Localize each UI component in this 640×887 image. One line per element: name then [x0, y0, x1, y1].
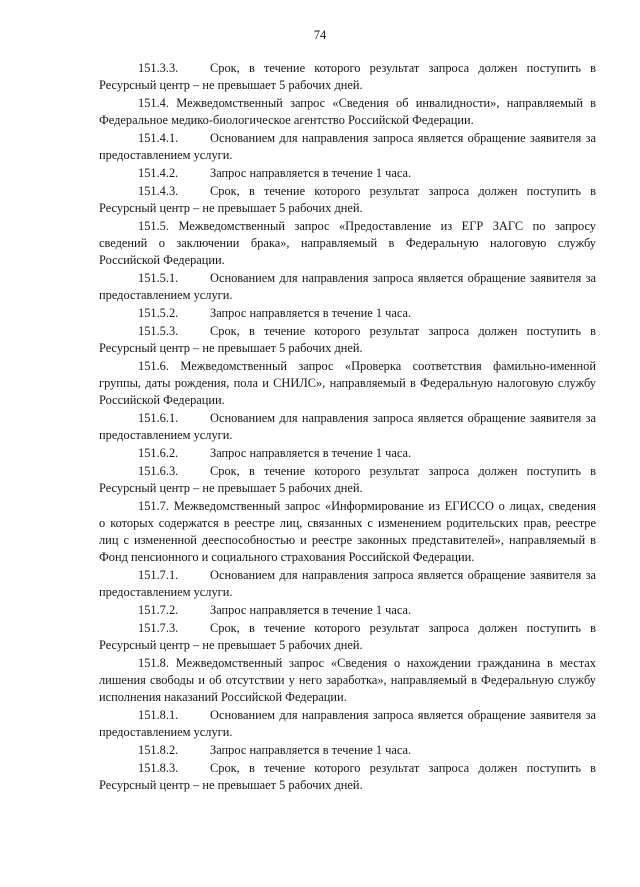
clause-number: 151.4.3.	[138, 184, 179, 198]
clause-line	[99, 602, 596, 619]
clause-text: Основанием для направления запроса является обращение заявителя за	[210, 131, 596, 145]
clause-line	[99, 760, 596, 777]
clause-line	[99, 445, 596, 462]
clause-text: Запрос направляется в течение 1 часа.	[210, 603, 412, 617]
clause-text: Межведомственный запрос «Сведения об инвалидности», направляемый в	[176, 96, 596, 110]
clause-number: 151.6.	[138, 359, 169, 373]
clause-151-7	[99, 498, 596, 566]
clause-number: 151.8.	[138, 656, 169, 670]
clause-text: Ресурсный центр – не превышает 5 рабочих дней.	[99, 78, 363, 92]
clause-text: группы, даты рождения, пола и СНИЛС», направляемый в Федеральную налоговую службу	[99, 376, 596, 390]
clause-line	[99, 147, 596, 164]
page-number: 74	[313, 28, 327, 42]
clause-line	[99, 655, 596, 672]
clause-text: Межведомственный запрос «Информирование из ЕГИССО о лицах, сведения	[173, 499, 596, 513]
clause-line	[99, 498, 596, 515]
clause-line	[99, 584, 596, 601]
clause-text: Федеральное медико-биологическое агентство Российской Федерации.	[99, 113, 474, 127]
clause-line	[99, 165, 596, 182]
clause-text: Ресурсный центр – не превышает 5 рабочих дней.	[99, 201, 363, 215]
clause-text: о которых содержатся в реестре лиц, связанных с изменением родительских прав, реестре	[99, 516, 596, 530]
clause-line	[99, 200, 596, 217]
clause-text: Фонд пенсионного и социального страхования Российской Федерации.	[99, 550, 475, 564]
clause-line	[99, 130, 596, 147]
clause-number: 151.7.1.	[138, 568, 179, 582]
clause-line	[99, 340, 596, 357]
clause-line	[99, 235, 596, 252]
clause-text: предоставлением услуги.	[99, 428, 233, 442]
clause-number: 151.5.	[138, 219, 169, 233]
clause-text: Межведомственный запрос «Сведения о нахождении гражданина в местах	[175, 656, 596, 670]
clause-number: 151.6.2.	[138, 446, 179, 460]
clause-text: Ресурсный центр – не превышает 5 рабочих дней.	[99, 638, 363, 652]
clause-number: 151.7.2.	[138, 603, 179, 617]
clause-number: 151.5.1.	[138, 271, 179, 285]
clause-line	[99, 515, 596, 532]
clause-151-5-1	[99, 270, 596, 304]
clause-text: Запрос направляется в течение 1 часа.	[210, 743, 412, 757]
clause-text: Запрос направляется в течение 1 часа.	[210, 306, 412, 320]
clause-number: 151.5.2.	[138, 306, 179, 320]
clause-line	[99, 95, 596, 112]
clause-line	[99, 112, 596, 129]
clause-line	[99, 252, 596, 269]
clause-line	[99, 77, 596, 94]
clause-text: Ресурсный центр – не превышает 5 рабочих дней.	[99, 481, 363, 495]
clause-151-6-2	[99, 445, 596, 462]
clause-151-8-1	[99, 707, 596, 741]
clause-text: Срок, в течение которого результат запроса должен поступить в	[210, 184, 596, 198]
clause-line	[99, 567, 596, 584]
clause-151-3-3	[99, 60, 596, 94]
clause-number: 151.8.3.	[138, 761, 179, 775]
clause-text: Срок, в течение которого результат запроса должен поступить в	[210, 324, 596, 338]
clause-text: Срок, в течение которого результат запроса должен поступить в	[210, 761, 596, 775]
clause-line	[99, 742, 596, 759]
clause-line	[99, 218, 596, 235]
clause-line	[99, 323, 596, 340]
clause-line	[99, 375, 596, 392]
clause-151-6-3	[99, 463, 596, 497]
clause-text: Российской Федерации.	[99, 253, 225, 267]
clause-151-7-2	[99, 602, 596, 619]
clause-151-8-2	[99, 742, 596, 759]
clause-151-5-2	[99, 305, 596, 322]
clause-number: 151.3.3.	[138, 61, 179, 75]
clause-number: 151.7.3.	[138, 621, 179, 635]
clause-line	[99, 480, 596, 497]
clause-151-5-3	[99, 323, 596, 357]
clause-line	[99, 358, 596, 375]
clause-text: Срок, в течение которого результат запроса должен поступить в	[210, 61, 596, 75]
clause-line	[99, 637, 596, 654]
clause-text: лиц с измененной дееспособностью и реестре законных представителей», направляемый в	[99, 533, 596, 547]
clause-151-8	[99, 655, 596, 706]
clause-text: Запрос направляется в течение 1 часа.	[210, 446, 412, 460]
clause-text: Основанием для направления запроса является обращение заявителя за	[210, 271, 596, 285]
clause-text: Запрос направляется в течение 1 часа.	[210, 166, 412, 180]
clause-151-5	[99, 218, 596, 269]
clause-text: Российской Федерации.	[99, 393, 225, 407]
clause-text: сведений о заключении брака», направляемый в Федеральную налоговую службу	[99, 236, 596, 250]
clause-number: 151.8.2.	[138, 743, 179, 757]
clause-text: Межведомственный запрос «Предоставление из ЕГР ЗАГС по запросу	[178, 219, 596, 233]
clause-text: Ресурсный центр – не превышает 5 рабочих дней.	[99, 341, 363, 355]
clause-number: 151.4.1.	[138, 131, 179, 145]
clause-line	[99, 392, 596, 409]
clause-151-4-2	[99, 165, 596, 182]
clause-line	[99, 270, 596, 287]
clause-line	[99, 183, 596, 200]
clause-number: 151.7.	[138, 499, 169, 513]
clause-text: предоставлением услуги.	[99, 288, 233, 302]
clause-text: Срок, в течение которого результат запроса должен поступить в	[210, 621, 596, 635]
clause-151-6-1	[99, 410, 596, 444]
clause-line	[99, 620, 596, 637]
clause-text: исполнения наказаний Российской Федерации.	[99, 690, 347, 704]
clause-line	[99, 689, 596, 706]
clause-line	[99, 532, 596, 549]
clause-151-8-3	[99, 760, 596, 794]
clause-number: 151.4.	[138, 96, 169, 110]
clause-line	[99, 549, 596, 566]
clause-line	[99, 672, 596, 689]
clause-text: лишения свободы и об отсутствии у него заработка», направляемый в Федеральную службу	[99, 673, 596, 687]
clause-line	[99, 707, 596, 724]
clause-text: Ресурсный центр – не превышает 5 рабочих дней.	[99, 778, 363, 792]
clause-151-4-3	[99, 183, 596, 217]
document-body	[99, 60, 596, 795]
clause-151-4	[99, 95, 596, 129]
clause-151-7-3	[99, 620, 596, 654]
clause-text: Межведомственный запрос «Проверка соответствия фамильно-именной	[180, 359, 596, 373]
clause-text: Срок, в течение которого результат запроса должен поступить в	[210, 464, 596, 478]
clause-text: Основанием для направления запроса является обращение заявителя за	[210, 411, 596, 425]
clause-151-6	[99, 358, 596, 409]
clause-text: предоставлением услуги.	[99, 585, 233, 599]
clause-line	[99, 463, 596, 480]
clause-number: 151.8.1.	[138, 708, 179, 722]
clause-line	[99, 724, 596, 741]
clause-line	[99, 60, 596, 77]
clause-151-4-1	[99, 130, 596, 164]
clause-text: предоставлением услуги.	[99, 725, 233, 739]
clause-text: предоставлением услуги.	[99, 148, 233, 162]
clause-line	[99, 305, 596, 322]
clause-line	[99, 777, 596, 794]
clause-151-7-1	[99, 567, 596, 601]
clause-number: 151.4.2.	[138, 166, 179, 180]
clause-text: Основанием для направления запроса является обращение заявителя за	[210, 708, 596, 722]
clause-text: Основанием для направления запроса является обращение заявителя за	[210, 568, 596, 582]
clause-number: 151.6.1.	[138, 411, 179, 425]
clause-line	[99, 287, 596, 304]
clause-number: 151.5.3.	[138, 324, 179, 338]
clause-line	[99, 410, 596, 427]
clause-line	[99, 427, 596, 444]
clause-number: 151.6.3.	[138, 464, 179, 478]
